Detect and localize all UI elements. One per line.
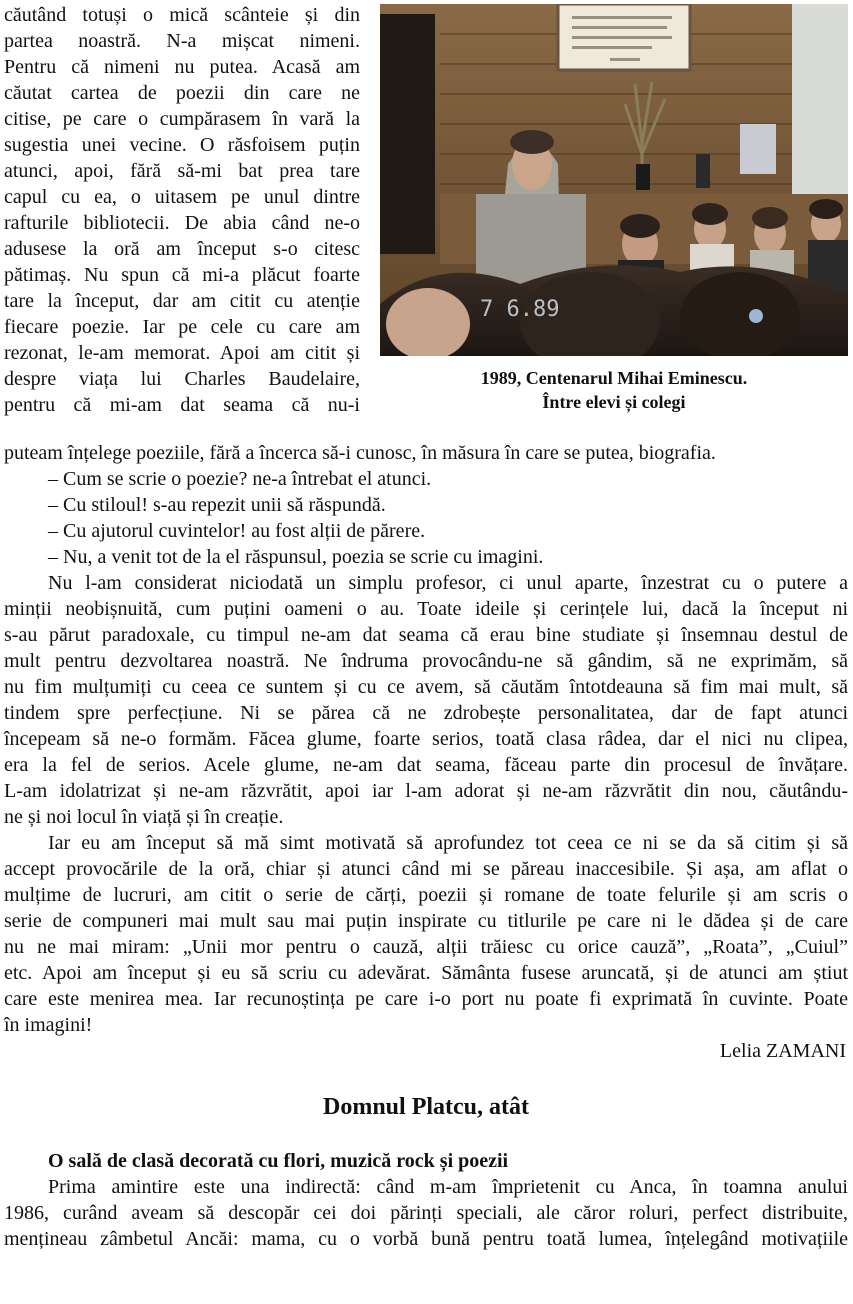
text-line: începeam să ne-o formăm. Făcea glume, foarte serios, toată clasa râdea, dar el nici nu clipea,: [4, 728, 848, 750]
text-line: citise, pe care o cumpărasem în vară la: [4, 108, 360, 130]
text-line: rezonat, le-am memorat. Apoi am citit și: [4, 342, 360, 364]
text-line: etc. Apoi am început și eu să scriu cu adevărat. Sământa fusese aruncată, și de atunci am știut: [4, 962, 848, 984]
text-line: Pentru că nimeni nu putea. Acasă am: [4, 56, 360, 78]
section-paragraph: [4, 1174, 848, 1252]
text-line: care este menirea mea. Iar recunoștința pe care i-o port nu poate fi exprimată în cuvinte. Poate: [4, 988, 848, 1010]
article-body: [4, 440, 848, 1252]
text-line: s-au părut paradoxale, cu timpul ne-am dat seama că erau bine studiate și însemnau destul de: [4, 624, 848, 646]
text-line: capul cu ea, o uitasem pe unul dintre: [4, 186, 360, 208]
text-line: mențineau zâmbetul Ancăi: mama, cu o vorbă bună pentru toată lumea, înțelegând motivațiile: [4, 1228, 848, 1250]
text-line: – Cu stiloul! s-au repezit unii să răspundă.: [48, 494, 386, 516]
text-line: mulțime de lucruri, am citit o serie de cărți, poezii și romane de toate felurile și am scris o: [4, 884, 848, 906]
classroom-photo: [380, 4, 848, 356]
text-line: – Nu, a venit tot de la el răspunsul, poezia se scrie cu imagini.: [48, 546, 544, 568]
text-line: despre viața lui Charles Baudelaire,: [4, 368, 360, 390]
text-line: rafturile bibliotecii. De abia când ne-o: [4, 212, 360, 234]
text-line: în imagini!: [4, 1014, 93, 1036]
text-line: căutat cartea de poezii din care ne: [4, 82, 360, 104]
body-paragraphs: [4, 440, 848, 1038]
text-line: era la fel de serios. Acele glume, ne-am dat seama, făceau parte din procesul de învățare.: [4, 754, 848, 776]
text-line: fiecare poezie. Iar pe cele cu care am: [4, 316, 360, 338]
text-line: ne și noi locul în viață și în creație.: [4, 806, 284, 828]
caption-line: Între elevi și colegi: [542, 392, 686, 412]
text-line: tindem spre perfecțiune. Ni se părea că ne zdrobește personalitatea, dar de fapt atunci: [4, 702, 848, 724]
text-line: serie de compuneri mai mult sau mai puțin inspirate cu titlurile pe care ni le dădea și de care: [4, 910, 848, 932]
text-line: căutând totuși o mică scânteie și din: [4, 4, 360, 26]
text-line: adusese la oră am început s-o citesc: [4, 238, 360, 260]
text-line: nu ne mai miram: „Unii mor pentru o cauză, alții trăiesc cu orice cauză”, „Roata”, „Cuiul”: [4, 936, 848, 958]
photo-block: [380, 4, 848, 414]
section-title: Domnul Platcu, atât: [323, 1094, 529, 1120]
text-line: nu fim mulțumiți cu ceea ce suntem și cu ce avem, să căutăm întotdeauna să fim mai mult, să: [4, 676, 848, 698]
section-subtitle: O sală de clasă decorată cu flori, muzică rock și poezii: [48, 1150, 509, 1172]
author-signature: Lelia ZAMANI: [719, 1040, 846, 1062]
left-text-column: [4, 2, 360, 418]
text-line: sugestia unei vecine. O răsfoisem puțin: [4, 134, 360, 156]
text-line: Iar eu am început să mă simt motivată să aprofundez tot ceea ce ni se da să citim și să: [48, 832, 848, 854]
text-line: – Cum se scrie o poezie? ne-a întrebat el atunci.: [48, 468, 432, 490]
text-line: mult pentru dezvoltarea noastră. Ne îndruma provocându-ne să gândim, să ne exprimăm, să: [4, 650, 848, 672]
text-line: pătimaș. Nu spun că mi-a plăcut foarte: [4, 264, 360, 286]
text-line: atunci, apoi, fără să-mi bat prea tare: [4, 160, 360, 182]
text-line: tare la început, dar am citit cu atenție: [4, 290, 360, 312]
photo-date-stamp: 7 6.89: [480, 297, 560, 322]
text-line: Nu l-am considerat niciodată un simplu profesor, ci unul aparte, înzestrat cu o putere a: [48, 572, 848, 594]
text-line: accept provocările de la oră, chiar și atunci când mi se păreau inaccesibile. Și așa, am aflat o: [4, 858, 848, 880]
text-line: puteam înțelege poeziile, fără a încerca să-i cunosc, în măsura în care se putea, biografia.: [4, 442, 716, 464]
photo-caption: [380, 366, 848, 414]
text-line: minții neobișnuită, cum puțini oameni o au. Toate ideile și cerințele lui, dacă la început ni: [4, 598, 848, 620]
text-line: 1986, curând aveam să descopăr cei doi părinți speciali, ale căror roluri, perfect distribuite,: [4, 1202, 848, 1224]
text-line: L-am idolatrizat și ne-am răzvrătit, apoi iar l-am adorat și ne-am răzvrătit din nou, căutându-: [4, 780, 848, 802]
caption-line: 1989, Centenarul Mihai Eminescu.: [480, 368, 748, 388]
text-line: partea noastră. N-a mișcat nimeni.: [4, 30, 360, 52]
text-line: pentru că mi-am dat seama că nu-i: [4, 394, 360, 416]
text-line: Prima amintire este una indirectă: când m-am împrietenit cu Anca, în toamna anului: [48, 1176, 848, 1198]
text-line: – Cu ajutorul cuvintelor! au fost alții de părere.: [48, 520, 426, 542]
